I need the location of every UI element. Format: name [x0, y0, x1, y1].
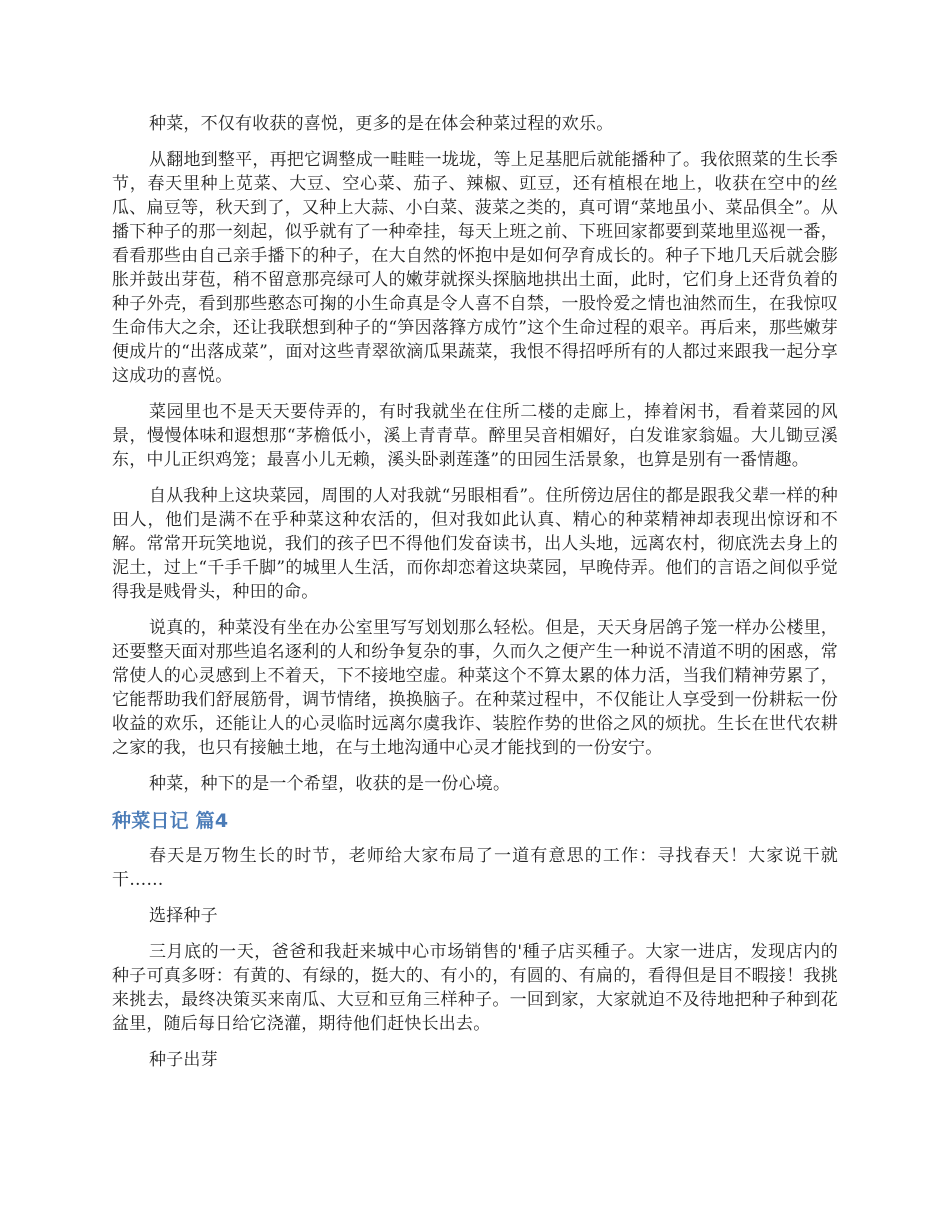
- paragraph: 春天是万物生长的时节，老师给大家布局了一道有意思的工作：寻找春天！大家说干就干……: [112, 846, 838, 890]
- paragraph: 三月底的一天，爸爸和我赶来城中心市场销售的'種子店买種子。大家一进店，发现店内的种子可真多呀：有黄的、有绿的，挺大的、有小的，有圆的、有扁的，看得但是目不暇接！我挑来挑去，最终决策买来南瓜、大豆和豆角三样种子。一回到家，大家就迫不及待地把种子种到花盆里，随后每日给它浇灌，期待他们赶快长出去。: [112, 942, 838, 1034]
- paragraph: 种菜，不仅有收获的喜悦，更多的是在体会种菜过程的欢乐。: [149, 114, 614, 134]
- paragraph: 从翻地到整平，再把它调整成一畦畦一垅垅，等上足基肥后就能播种了。我依照菜的生长季节，春天里种上苋菜、大豆、空心菜、茄子、辣椒、豇豆，还有植根在地上，收获在空中的丝瓜、扁豆等，秋天到了，又种上大蒜、小白菜、菠菜之类的，真可谓“菜地虽小、菜品俱全”。从播下种子的那一刻起，似乎就有了一种牵挂，每天上班之前、下班回家都要到菜地里巡视一番，看看那些由自己亲手播下的种子，在大自然的怀抱中是如何孕育成长的。种子下地几天后就会膨胀并鼓出芽苞，稍不留意那亮绿可人的嫩芽就探头探脑地拱出土面，此时，它们身上还背负着的种子外壳，看到那些憨态可掬的小生命真是令人喜不自禁，一股怜爱之情也油然而生，在我惊叹生命伟大之余，还让我联想到种子的“笋因落箨方成竹”这个生命过程的艰辛。再后来，那些嫩芽便成片的“出落成菜”，面对这些青翠欲滴瓜果蔬菜，我恨不得招呼所有的人都过来跟我一起分享这成功的喜悦。: [112, 150, 838, 386]
- paragraph: 自从我种上这块菜园，周围的人对我就“另眼相看”。住所傍边居住的都是跟我父辈一样的种田人，他们是满不在乎种菜这种农活的，但对我如此认真、精心的种菜精神却表现出惊讶和不解。常常开玩笑地说，我们的孩子巴不得他们发奋读书，出人头地，远离农村，彻底洗去身上的泥土，过上“千手千脚”的城里人生活，而你却恋着这块菜园，早晚侍弄。他们的言语之间似乎觉得我是贱骨头，种田的命。: [112, 486, 838, 602]
- paragraph: 种菜，种下的是一个希望，收获的是一份心境。: [149, 774, 511, 794]
- section-heading: 种菜日记 篇4: [112, 810, 229, 832]
- paragraph: 菜园里也不是天天要侍弄的，有时我就坐在住所二楼的走廊上，捧着闲书，看着菜园的风景，慢慢体味和遐想那“茅檐低小，溪上青青草。醉里吴音相媚好，白发谁家翁媪。大儿锄豆溪东，中儿正织鸡笼；最喜小儿无赖，溪头卧剥莲蓬”的田园生活景象，也算是别有一番情趣。: [112, 402, 838, 470]
- subheading: 种子出芽: [149, 1050, 218, 1070]
- subheading: 选择种子: [149, 906, 218, 926]
- paragraph: 说真的，种菜没有坐在办公室里写写划划那么轻松。但是，天天身居鸽子笼一样办公楼里，还要整天面对那些追名逐利的人和纷争复杂的事，久而久之便产生一种说不清道不明的困惑，常常使人的心灵感到上不着天，下不接地空虚。种菜这个不算太累的体力活，当我们精神劳累了，它能帮助我们舒展筋骨，调节情绪，换换脑子。在种菜过程中，不仅能让人享受到一份耕耘一份收益的欢乐，还能让人的心灵临时远离尔虞我诈、装腔作势的世俗之风的烦扰。生长在世代农耕之家的我，也只有接触土地，在与土地沟通中心灵才能找到的一份安宁。: [112, 618, 838, 758]
- document-page: [112, 112, 838, 1084]
